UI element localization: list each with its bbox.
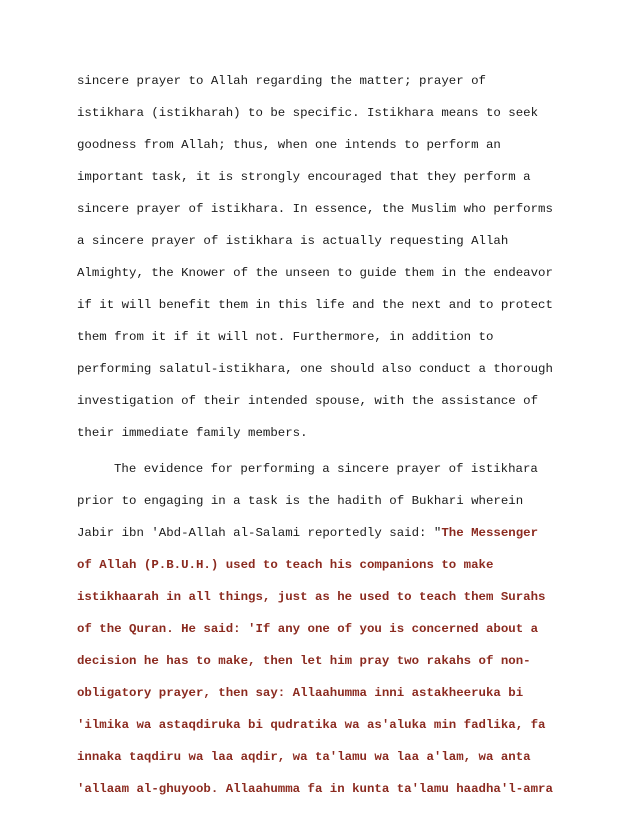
hadith-quote-line: obligatory prayer, then say: Allaahumma inni astakheeruka bi — [77, 686, 524, 700]
paragraph-1-line: sincere prayer to Allah regarding the matter; prayer of — [77, 74, 486, 88]
hadith-quote-line: istikhaarah in all things, just as he used to teach them Surahs — [77, 590, 546, 604]
paragraph-2-line-with-quote-start — [77, 526, 538, 540]
hadith-quote-line: 'ilmika wa astaqdiruka bi qudratika wa as'aluka min fadlika, fa — [77, 718, 546, 732]
paragraph-1-line: performing salatul-istikhara, one should also conduct a thorough — [77, 362, 553, 376]
paragraph-1-line: a sincere prayer of istikhara is actually requesting Allah — [77, 234, 509, 248]
paragraph-1-line: Almighty, the Knower of the unseen to guide them in the endeavor — [77, 266, 553, 280]
paragraph-1-line: important task, it is strongly encouraged that they perform a — [77, 170, 531, 184]
hadith-quote-line: of the Quran. He said: 'If any one of you is concerned about a — [77, 622, 539, 636]
paragraph-1-line: them from it if it will not. Furthermore, in addition to — [77, 330, 494, 344]
paragraph-2-line: prior to engaging in a task is the hadith of Bukhari wherein — [77, 494, 524, 508]
paragraph-2-first-line: The evidence for performing a sincere prayer of istikhara — [114, 462, 538, 476]
hadith-quote-line: 'allaam al-ghuyoob. Allaahumma fa in kunta ta'lamu haadha'l-amra — [77, 782, 553, 796]
paragraph-1-line: sincere prayer of istikhara. In essence, the Muslim who performs — [77, 202, 553, 216]
hadith-quote-line: of Allah (P.B.U.H.) used to teach his companions to make — [77, 558, 494, 572]
hadith-quote-line: innaka taqdiru wa laa aqdir, wa ta'lamu wa laa a'lam, wa anta — [77, 750, 531, 764]
paragraph-1-line: if it will benefit them in this life and the next and to protect — [77, 298, 553, 312]
paragraph-1-line: their immediate family members. — [77, 426, 308, 440]
paragraph-1-line: istikhara (istikharah) to be specific. Istikhara means to seek — [77, 106, 539, 120]
plain-text: Jabir ibn 'Abd-Allah al-Salami reportedly said: " — [77, 526, 442, 540]
paragraph-1-line: investigation of their intended spouse, with the assistance of — [77, 394, 539, 408]
hadith-quote-text: The Messenger — [441, 526, 539, 540]
paragraph-1-line: goodness from Allah; thus, when one intends to perform an — [77, 138, 501, 152]
hadith-quote-line: decision he has to make, then let him pray two rakahs of non- — [77, 654, 531, 668]
